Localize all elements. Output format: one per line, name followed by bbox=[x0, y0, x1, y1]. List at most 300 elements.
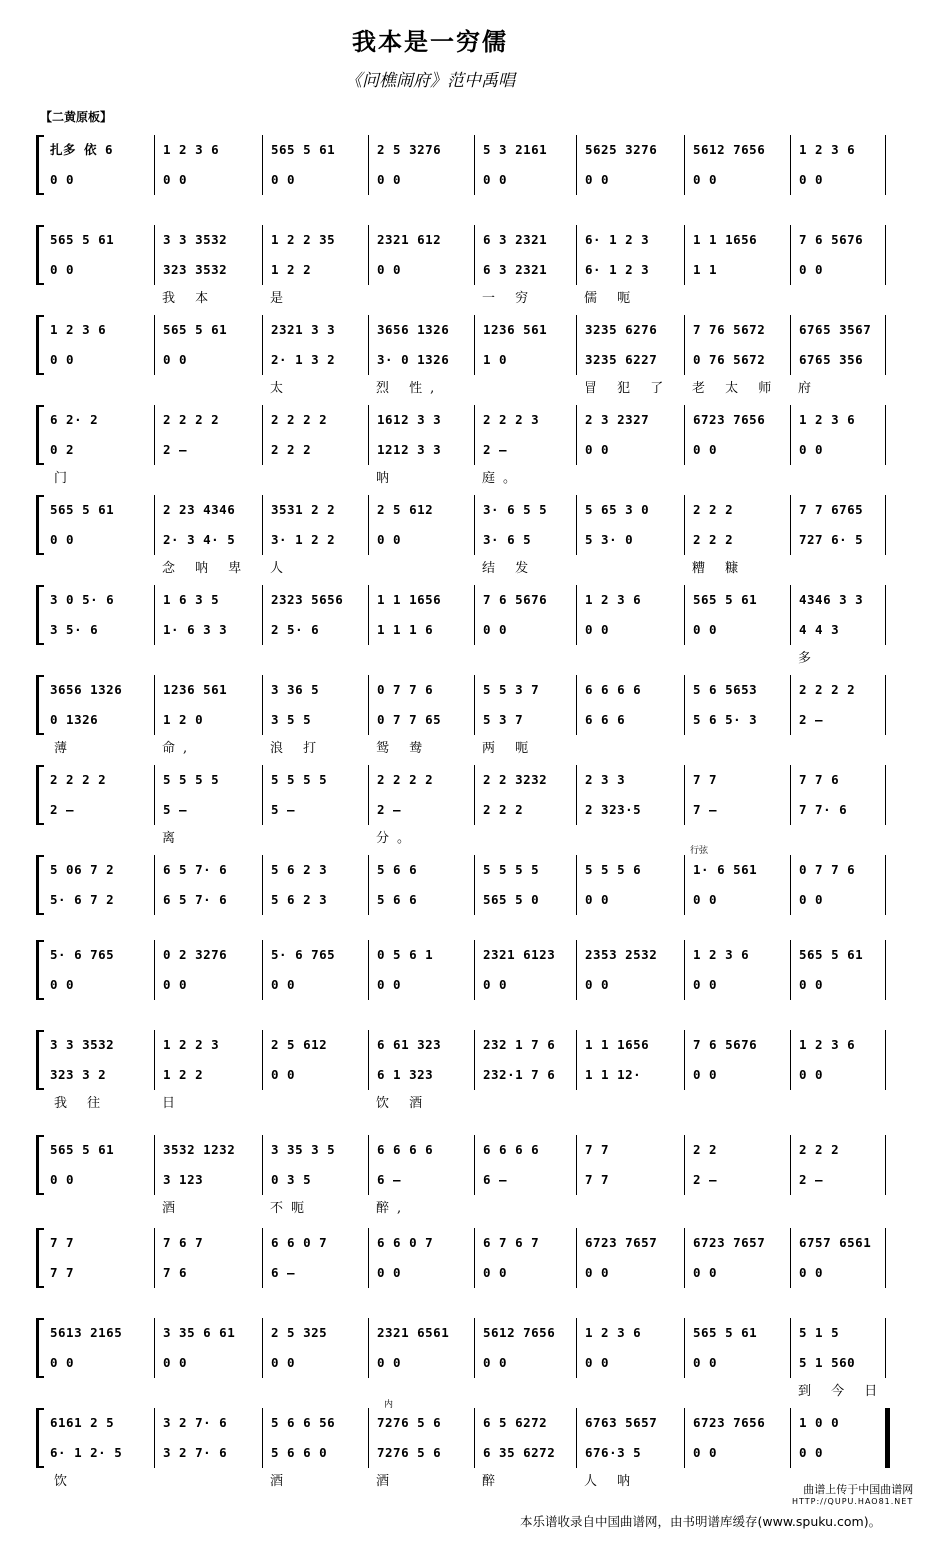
lyric: 门 bbox=[54, 471, 76, 485]
lyric: 人 呐 bbox=[584, 1474, 639, 1488]
lyric: 酒 bbox=[162, 1201, 184, 1215]
measure: 5· 6 765 bbox=[262, 940, 368, 970]
measure: 565 5 61 bbox=[262, 135, 368, 165]
lyric: 酒 bbox=[376, 1474, 398, 1488]
measure: 2 5 612 bbox=[262, 1030, 368, 1060]
lyric bbox=[576, 647, 684, 665]
measure: 3 3 3532 bbox=[154, 225, 262, 255]
lyric bbox=[368, 647, 474, 665]
measure: 2 5 3276 bbox=[368, 135, 474, 165]
lyric: 结 发 bbox=[482, 561, 537, 575]
lyric bbox=[262, 1092, 368, 1110]
measure: 5612 7656 bbox=[474, 1318, 576, 1348]
measure: 5 6 5653 bbox=[684, 675, 790, 705]
measure: 0 0 bbox=[474, 1348, 576, 1378]
measure: 232 1 7 6 bbox=[474, 1030, 576, 1060]
lyric: 儒 呃 bbox=[584, 291, 639, 305]
instrument-line bbox=[46, 1318, 896, 1348]
measure: 0 0 bbox=[50, 262, 75, 277]
score-system bbox=[36, 1030, 896, 1110]
lyric-line bbox=[46, 287, 896, 305]
measure: 0 0 bbox=[262, 165, 368, 195]
score-system bbox=[36, 675, 896, 755]
lyric bbox=[154, 1470, 262, 1488]
measure: 6 1 323 bbox=[368, 1060, 474, 1090]
measure: 6· 1 2 3 bbox=[576, 255, 684, 285]
vocal-line bbox=[46, 345, 896, 375]
lyric-line bbox=[46, 1290, 896, 1308]
measure: 3 35 3 5 bbox=[262, 1135, 368, 1165]
measure: 0 0 bbox=[262, 1060, 368, 1090]
measure: 1236 561 bbox=[154, 675, 262, 705]
measure: 0 7 7 65 bbox=[368, 705, 474, 735]
lyric bbox=[474, 917, 576, 935]
measure: 5613 2165 bbox=[50, 1325, 123, 1340]
measure: 7 7 6765 bbox=[790, 495, 886, 525]
measure: 0 0 bbox=[790, 1258, 886, 1288]
measure: 1 2 3 6 bbox=[684, 940, 790, 970]
system-brace bbox=[36, 855, 44, 915]
measure: 5 5 5 5 bbox=[262, 765, 368, 795]
measure: 5 3 2161 bbox=[474, 135, 576, 165]
measure: 1 2 3 6 bbox=[576, 1318, 684, 1348]
measure: 5 1 5 bbox=[790, 1318, 886, 1348]
measure: 2 2 2 2 bbox=[790, 675, 886, 705]
measure: 7 7· 6 bbox=[790, 795, 886, 825]
measure: 6723 7656 bbox=[684, 1408, 790, 1438]
measure: 2353 2532 bbox=[576, 940, 684, 970]
measure: 1· 6 3 3 bbox=[154, 615, 262, 645]
lyric bbox=[368, 1290, 474, 1308]
measure: 2 2 2 bbox=[474, 795, 576, 825]
measure: 7 6 5676 bbox=[474, 585, 576, 615]
score-system bbox=[36, 495, 896, 575]
measure: 1 2 3 6 bbox=[790, 1030, 886, 1060]
measure: 5625 3276 bbox=[576, 135, 684, 165]
lyric bbox=[576, 1380, 684, 1398]
lyric bbox=[154, 1002, 262, 1020]
measure: 0 0 bbox=[154, 1348, 262, 1378]
measure: 4 4 3 bbox=[790, 615, 886, 645]
lyric: 念 呐 卑 bbox=[162, 561, 250, 575]
measure: 4346 3 3 bbox=[790, 585, 886, 615]
lyric bbox=[262, 1290, 368, 1308]
measure: 3 5 5 bbox=[262, 705, 368, 735]
measure: 0 0 bbox=[154, 165, 262, 195]
system-brace bbox=[36, 1318, 44, 1378]
system-brace bbox=[36, 585, 44, 645]
measure: 0 0 bbox=[50, 1355, 75, 1370]
measure: 3 2 7· 6 bbox=[154, 1438, 262, 1468]
measure: 0 0 bbox=[684, 885, 790, 915]
measure: 1 1 1 6 bbox=[368, 615, 474, 645]
instrument-line bbox=[46, 225, 896, 255]
measure: 5· 6 7 2 bbox=[50, 892, 115, 907]
lyric: 浪 打 bbox=[270, 741, 325, 755]
measure: 5 5 3 7 bbox=[474, 675, 576, 705]
page-title: 我本是一穷儒 bbox=[352, 27, 508, 56]
annotation-xingxian: 行弦 bbox=[690, 846, 709, 856]
measure: 0 0 bbox=[474, 165, 576, 195]
measure: 6 7 6 7 bbox=[474, 1228, 576, 1258]
measure: 3 5· 6 bbox=[50, 622, 99, 637]
measure: 3 123 bbox=[154, 1165, 262, 1195]
measure: 5 6 6 bbox=[368, 885, 474, 915]
measure: 0 0 bbox=[576, 970, 684, 1000]
lyric bbox=[262, 917, 368, 935]
lyric bbox=[154, 197, 262, 215]
measure: 5 — bbox=[154, 795, 262, 825]
measure: 0 0 bbox=[50, 172, 75, 187]
measure: 6 6 6 6 bbox=[576, 675, 684, 705]
measure: 0 0 bbox=[368, 255, 474, 285]
measure: 2 5· 6 bbox=[262, 615, 368, 645]
lyric bbox=[46, 377, 154, 395]
measure: 扎多 依 6 bbox=[50, 142, 114, 157]
measure: 3 35 6 61 bbox=[154, 1318, 262, 1348]
measure: 1 2 0 bbox=[154, 705, 262, 735]
score-system bbox=[36, 585, 896, 665]
system-brace bbox=[36, 940, 44, 1000]
lyric: 酒 bbox=[270, 1474, 292, 1488]
lyric bbox=[790, 1290, 886, 1308]
measure: 1 2 3 6 bbox=[50, 322, 107, 337]
score-system bbox=[36, 225, 896, 305]
measure: 0 0 bbox=[790, 1060, 886, 1090]
vocal-line bbox=[46, 705, 896, 735]
lyric: 糟 糠 bbox=[692, 561, 747, 575]
measure: 1212 3 3 bbox=[368, 435, 474, 465]
measure: 0 0 bbox=[790, 255, 886, 285]
measure: 6 5 7· 6 bbox=[154, 885, 262, 915]
system-brace bbox=[36, 225, 44, 285]
measure: 6765 356 bbox=[790, 345, 886, 375]
measure: 6· 1 2· 5 bbox=[50, 1445, 123, 1460]
lyric bbox=[368, 197, 474, 215]
page-subtitle: 《问樵闹府》范中禹唱 bbox=[345, 71, 515, 91]
lyric bbox=[474, 1002, 576, 1020]
measure: 0 0 bbox=[50, 1172, 75, 1187]
measure: 6 3 2321 bbox=[474, 225, 576, 255]
lyric-line bbox=[46, 377, 896, 395]
measure: 0 0 bbox=[262, 1348, 368, 1378]
system-brace bbox=[36, 495, 44, 555]
measure: 2 — bbox=[790, 1165, 886, 1195]
lyric: 鸳 鸯 bbox=[376, 741, 431, 755]
measure: 3 0 5· 6 bbox=[50, 592, 115, 607]
lyric bbox=[474, 377, 576, 395]
vocal-line bbox=[46, 435, 896, 465]
vocal-line bbox=[46, 795, 896, 825]
lyric bbox=[262, 827, 368, 845]
measure: 0 0 bbox=[790, 165, 886, 195]
lyric bbox=[790, 1002, 886, 1020]
measure: 0 0 bbox=[576, 435, 684, 465]
score-system bbox=[36, 765, 896, 845]
measure: 2 — bbox=[684, 1165, 790, 1195]
measure: 0 0 bbox=[684, 615, 790, 645]
system-brace bbox=[36, 675, 44, 735]
measure: 0 0 bbox=[154, 345, 262, 375]
measure: 7 7 bbox=[50, 1265, 75, 1280]
lyric bbox=[262, 647, 368, 665]
lyric: 命, bbox=[162, 741, 196, 755]
measure: 6 35 6272 bbox=[474, 1438, 576, 1468]
measure: 0 0 bbox=[684, 1258, 790, 1288]
system-brace bbox=[36, 1030, 44, 1090]
measure: 6 6 0 7 bbox=[262, 1228, 368, 1258]
instrument-line bbox=[46, 675, 896, 705]
measure: 2 5 325 bbox=[262, 1318, 368, 1348]
measure: 1 2 3 6 bbox=[790, 405, 886, 435]
lyric: 分。 bbox=[376, 831, 419, 845]
measure: 2 2 2 bbox=[262, 435, 368, 465]
measure: 6· 1 2 3 bbox=[576, 225, 684, 255]
vocal-line bbox=[46, 1438, 896, 1468]
lyric bbox=[474, 647, 576, 665]
measure: 323 3 2 bbox=[50, 1067, 107, 1082]
system-brace bbox=[36, 135, 44, 195]
lyric: 呐 bbox=[376, 471, 398, 485]
measure: 3· 6 5 bbox=[474, 525, 576, 555]
lyric bbox=[684, 197, 790, 215]
score-system bbox=[36, 135, 896, 215]
measure: 0 7 7 6 bbox=[790, 855, 886, 885]
measure: 6 5 7· 6 bbox=[154, 855, 262, 885]
system-brace bbox=[36, 1228, 44, 1288]
lyric-line bbox=[46, 1092, 896, 1110]
instrument-line bbox=[46, 1135, 896, 1165]
measure: 1 2 3 6 bbox=[576, 585, 684, 615]
lyric-line bbox=[46, 1197, 896, 1215]
measure: 5 1 560 bbox=[790, 1348, 886, 1378]
measure: 6 61 323 bbox=[368, 1030, 474, 1060]
measure: 1 2 2 bbox=[154, 1060, 262, 1090]
lyric bbox=[154, 917, 262, 935]
lyric bbox=[262, 1002, 368, 1020]
measure: 2 2 3232 bbox=[474, 765, 576, 795]
lyric bbox=[474, 827, 576, 845]
vocal-line bbox=[46, 1060, 896, 1090]
score-system bbox=[36, 1228, 896, 1308]
measure: 0 0 bbox=[368, 970, 474, 1000]
measure: 3656 1326 bbox=[368, 315, 474, 345]
measure: 6 5 6272 bbox=[474, 1408, 576, 1438]
vocal-line bbox=[46, 525, 896, 555]
system-brace bbox=[36, 405, 44, 465]
measure: 0 0 bbox=[154, 970, 262, 1000]
measure: 0 0 bbox=[684, 1060, 790, 1090]
measure: 5 6 5· 3 bbox=[684, 705, 790, 735]
lyric bbox=[474, 1092, 576, 1110]
lyric bbox=[576, 197, 684, 215]
measure: 6723 7657 bbox=[684, 1228, 790, 1258]
measure: 3 3 3532 bbox=[50, 1037, 115, 1052]
instrument-line bbox=[46, 940, 896, 970]
lyric: 薄 bbox=[54, 741, 76, 755]
measure: 2 — bbox=[154, 435, 262, 465]
measure: 0 0 bbox=[50, 352, 75, 367]
lyric bbox=[684, 647, 790, 665]
measure: 323 3532 bbox=[154, 255, 262, 285]
lyric bbox=[576, 1002, 684, 1020]
measure: 2323 5656 bbox=[262, 585, 368, 615]
lyric bbox=[576, 1197, 684, 1215]
lyric bbox=[46, 1380, 154, 1398]
lyric-line bbox=[46, 557, 896, 575]
vocal-line bbox=[46, 1165, 896, 1195]
system-brace bbox=[36, 315, 44, 375]
instrument-line bbox=[46, 1030, 896, 1060]
measure: 2 2 2 bbox=[684, 495, 790, 525]
measure: 6765 3567 bbox=[790, 315, 886, 345]
lyric-line bbox=[46, 827, 896, 845]
measure: 7 6 5676 bbox=[790, 225, 886, 255]
instrument-line bbox=[46, 765, 896, 795]
instrument-line bbox=[46, 405, 896, 435]
lyric bbox=[684, 1380, 790, 1398]
measure: 6 — bbox=[368, 1165, 474, 1195]
measure: 1236 561 bbox=[474, 315, 576, 345]
lyric: 我 本 bbox=[162, 291, 217, 305]
measure: 6 6 0 7 bbox=[368, 1228, 474, 1258]
instrument-line bbox=[46, 315, 896, 345]
measure: 2 — bbox=[474, 435, 576, 465]
lyric bbox=[684, 287, 790, 305]
instrument-line bbox=[46, 495, 896, 525]
lyric bbox=[368, 287, 474, 305]
lyric: 日 bbox=[162, 1096, 184, 1110]
lyric bbox=[46, 1290, 154, 1308]
measure: 1 1 bbox=[684, 255, 790, 285]
measure: 3· 6 5 5 bbox=[474, 495, 576, 525]
measure: 7276 5 6 bbox=[368, 1438, 474, 1468]
footer-note: 本乐谱收录自中国曲谱网，由书明谱库缓存(www.spuku.com)。 bbox=[520, 1514, 882, 1529]
lyric-line bbox=[46, 1002, 896, 1020]
measure: 3· 1 2 2 bbox=[262, 525, 368, 555]
measure: 1 1 1656 bbox=[368, 585, 474, 615]
lyric bbox=[474, 1380, 576, 1398]
annotation-nei: 内 bbox=[384, 1400, 394, 1410]
measure: 2321 6123 bbox=[474, 940, 576, 970]
lyric: 饮 bbox=[54, 1474, 76, 1488]
measure: 2 — bbox=[790, 705, 886, 735]
measure: 7 7 bbox=[684, 765, 790, 795]
measure: 1 2 3 6 bbox=[154, 135, 262, 165]
measure: 565 5 61 bbox=[50, 1142, 115, 1157]
measure: 6 — bbox=[262, 1258, 368, 1288]
instrument-line bbox=[46, 585, 896, 615]
lyric-line bbox=[46, 647, 896, 665]
lyric bbox=[684, 1092, 790, 1110]
measure: 5 6 6 bbox=[368, 855, 474, 885]
lyric bbox=[576, 737, 684, 755]
measure: 1 1 1656 bbox=[684, 225, 790, 255]
measure: 565 5 61 bbox=[790, 940, 886, 970]
measure: 565 5 61 bbox=[154, 315, 262, 345]
measure: 1 1 12· bbox=[576, 1060, 684, 1090]
measure: 565 5 61 bbox=[50, 502, 115, 517]
measure: 0 0 bbox=[368, 165, 474, 195]
measure: 7 6 7 bbox=[154, 1228, 262, 1258]
lyric bbox=[46, 647, 154, 665]
measure: 5 5 5 5 bbox=[474, 855, 576, 885]
measure: 2 2 bbox=[684, 1135, 790, 1165]
measure: 0 0 bbox=[684, 1438, 790, 1468]
vocal-line bbox=[46, 165, 896, 195]
measure: 2321 6561 bbox=[368, 1318, 474, 1348]
measure: 2 3 2327 bbox=[576, 405, 684, 435]
lyric bbox=[368, 557, 474, 575]
measure: 2· 1 3 2 bbox=[262, 345, 368, 375]
measure: 3 2 7· 6 bbox=[154, 1408, 262, 1438]
measure: 7 7 bbox=[576, 1135, 684, 1165]
lyric bbox=[154, 467, 262, 485]
score-system bbox=[36, 1318, 896, 1398]
measure: 727 6· 5 bbox=[790, 525, 886, 555]
lyric bbox=[576, 827, 684, 845]
lyric: 醉, bbox=[376, 1201, 410, 1215]
lyric bbox=[46, 1197, 154, 1215]
measure: 3 36 5 bbox=[262, 675, 368, 705]
lyric: 我 往 bbox=[54, 1096, 109, 1110]
lyric bbox=[262, 197, 368, 215]
measure: 0 0 bbox=[368, 1348, 474, 1378]
measure: 5· 6 765 bbox=[50, 947, 115, 962]
measure: 232·1 7 6 bbox=[474, 1060, 576, 1090]
lyric bbox=[684, 1290, 790, 1308]
measure: 7 6 bbox=[154, 1258, 262, 1288]
measure: 3532 1232 bbox=[154, 1135, 262, 1165]
credit-watermark bbox=[792, 1484, 913, 1508]
vocal-line bbox=[46, 1258, 896, 1288]
measure: 5 6 6 0 bbox=[262, 1438, 368, 1468]
lyric: 离 bbox=[162, 831, 184, 845]
lyric bbox=[790, 827, 886, 845]
vocal-line bbox=[46, 255, 896, 285]
score-system bbox=[36, 940, 896, 1020]
measure: 6723 7657 bbox=[576, 1228, 684, 1258]
measure: 2 2 2 2 bbox=[262, 405, 368, 435]
lyric bbox=[368, 917, 474, 935]
lyric bbox=[576, 1290, 684, 1308]
lyric bbox=[576, 917, 684, 935]
measure: 6161 2 5 bbox=[50, 1415, 115, 1430]
measure: 0 1326 bbox=[50, 712, 99, 727]
score-system bbox=[36, 855, 896, 935]
measure: 0 0 bbox=[576, 1258, 684, 1288]
measure: 7 76 5672 bbox=[684, 315, 790, 345]
measure: 3235 6227 bbox=[576, 345, 684, 375]
measure: 6 — bbox=[474, 1165, 576, 1195]
measure: 3531 2 2 bbox=[262, 495, 368, 525]
lyric: 到 今 日 bbox=[798, 1384, 886, 1398]
lyric-line bbox=[46, 1380, 896, 1398]
measure: 565 5 61 bbox=[50, 232, 115, 247]
measure: 0 76 5672 bbox=[684, 345, 790, 375]
lyric: 庭。 bbox=[482, 471, 525, 485]
measure: 0 0 bbox=[576, 615, 684, 645]
lyric bbox=[368, 1380, 474, 1398]
lyric bbox=[576, 557, 684, 575]
instrument-line bbox=[46, 1228, 896, 1258]
measure: 2 2 2 2 bbox=[368, 765, 474, 795]
lyric-line bbox=[46, 917, 896, 935]
system-brace bbox=[36, 1135, 44, 1195]
lyric: 饮 酒 bbox=[376, 1096, 431, 1110]
measure: 3235 6276 bbox=[576, 315, 684, 345]
measure: 1 2 3 6 bbox=[790, 135, 886, 165]
